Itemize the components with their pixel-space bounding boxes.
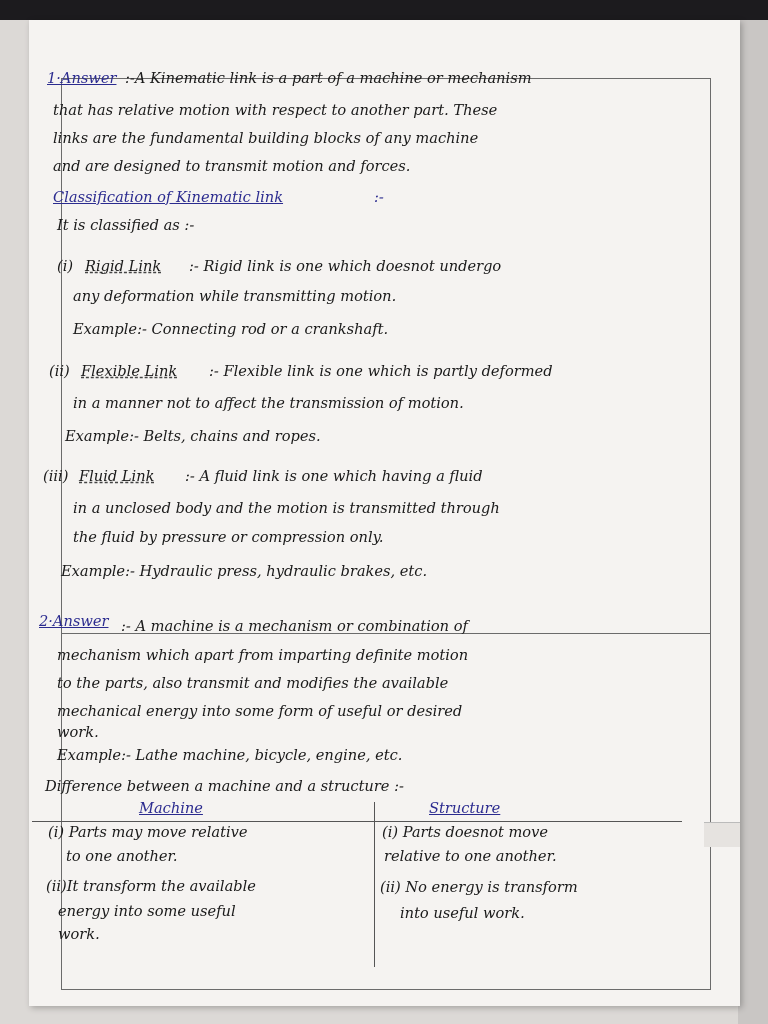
answer1-intro: :-A Kinematic link is a part of a machine or mechanism (125, 70, 532, 87)
page-shadow (738, 20, 768, 1024)
structure-row1-a: (i) Parts doesnot move (382, 824, 548, 841)
fluid-number: (iii) (43, 468, 69, 485)
answer1-heading: 1·Answer (47, 70, 117, 87)
machine-row1-a: (i) Parts may move relative (48, 824, 248, 841)
table-column-divider (374, 802, 375, 967)
fluid-definition-3: the fluid by pressure or compression only. (73, 529, 384, 546)
fluid-definition-2: in a unclosed body and the motion is transmitted through (73, 500, 500, 517)
classification-suffix: :- (374, 189, 384, 206)
answer1-line2: that has relative motion with respect to another part. These (53, 102, 498, 119)
machine-row1-b: to one another. (66, 848, 178, 865)
table-header-machine: Machine (139, 800, 203, 817)
machine-row2-a: (ii)It transform the available (46, 878, 256, 895)
flexible-definition-2: in a manner not to affect the transmission of motion. (73, 395, 464, 412)
answer1-line4: and are designed to transmit motion and forces. (53, 158, 411, 175)
flexible-example: Example:- Belts, chains and ropes. (65, 428, 321, 445)
machine-row2-c: work. (58, 926, 100, 943)
structure-row2-a: (ii) No energy is transform (380, 879, 578, 896)
answer2-intro: :- A machine is a mechanism or combination of (121, 618, 468, 635)
structure-row2-b: into useful work. (400, 905, 525, 922)
fluid-example: Example:- Hydraulic press, hydraulic brakes, etc. (61, 563, 428, 580)
answer2-line4: mechanical energy into some form of useful or desired (57, 703, 463, 720)
classification-title: Classification of Kinematic link (53, 189, 284, 206)
flexible-term: Flexible Link (81, 363, 178, 380)
answer2-line5: work. (57, 724, 99, 741)
machine-row2-b: energy into some useful (58, 903, 236, 920)
rigid-definition-2: any deformation while transmitting motion. (73, 288, 397, 305)
table-header-structure: Structure (429, 800, 501, 817)
rigid-term: Rigid Link (85, 258, 162, 275)
answer2-line2: mechanism which apart from imparting definite motion (57, 647, 469, 664)
rigid-definition-1: :- Rigid link is one which doesnot undergo (189, 258, 502, 275)
rigid-number: (i) (57, 258, 74, 275)
answer2-example: Example:- Lathe machine, bicycle, engine, etc. (57, 747, 403, 764)
rigid-example: Example:- Connecting rod or a crankshaft. (73, 321, 389, 338)
structure-row1-b: relative to one another. (384, 848, 557, 865)
fluid-definition-1: :- A fluid link is one which having a fluid (185, 468, 483, 485)
flexible-definition-1: :- Flexible link is one which is partly deformed (209, 363, 553, 380)
answer1-line3: links are the fundamental building blocks of any machine (53, 130, 479, 147)
flexible-number: (ii) (49, 363, 70, 380)
answer2-heading: 2·Answer (39, 613, 109, 630)
answer2-line3: to the parts, also transmit and modifies the available (57, 675, 449, 692)
classified-as: It is classified as :- (57, 217, 195, 234)
table-header-rule (32, 821, 682, 822)
fluid-term: Fluid Link (79, 468, 155, 485)
difference-title: Difference between a machine and a structure :- (45, 778, 404, 795)
page-edge-tab (704, 822, 740, 847)
